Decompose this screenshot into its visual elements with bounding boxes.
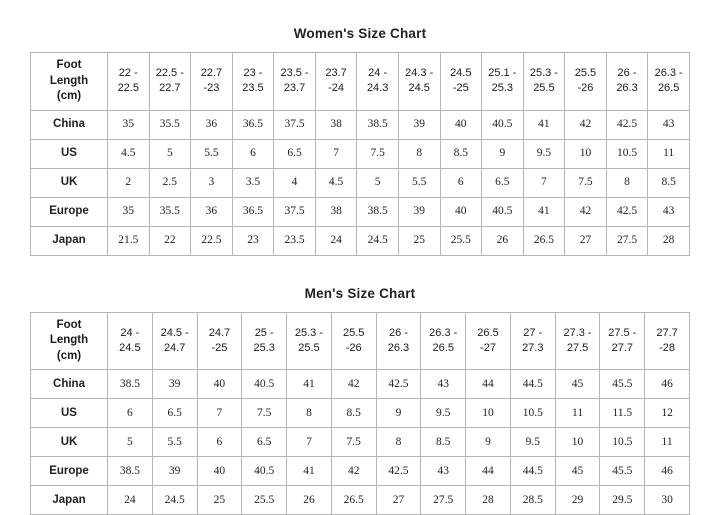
size-cell: 36: [191, 197, 233, 226]
table-row: [31, 486, 690, 515]
size-cell: 6: [440, 168, 482, 197]
size-cell: 2: [108, 168, 150, 197]
size-cell: 5.5: [191, 139, 233, 168]
size-cell: 11.5: [600, 399, 645, 428]
size-cell: 6.5: [274, 139, 316, 168]
size-cell: 6.5: [152, 399, 197, 428]
size-cell: 10: [565, 139, 607, 168]
womens-row-label-uk: UK: [31, 168, 108, 197]
size-cell: 27: [565, 226, 607, 255]
size-cell: 8: [376, 428, 421, 457]
size-cell: 6: [108, 399, 153, 428]
size-cell: 23.5: [274, 226, 316, 255]
size-cell: 44: [466, 457, 511, 486]
size-cell: 44: [466, 370, 511, 399]
size-cell: 42.5: [376, 457, 421, 486]
size-cell: 7: [315, 139, 357, 168]
size-cell: 39: [398, 197, 440, 226]
table-row: [31, 197, 690, 226]
size-cell: 7.5: [242, 399, 287, 428]
womens-table-body: [31, 53, 690, 256]
mens-size-table: [30, 312, 690, 515]
table-row: [31, 399, 690, 428]
size-cell: 37.5: [274, 197, 316, 226]
size-cell: 42: [331, 370, 376, 399]
size-cell: 40.5: [242, 457, 287, 486]
size-cell: 35.5: [149, 197, 191, 226]
mens-column-header: 27.5 - 27.7: [600, 312, 645, 370]
size-cell: 42.5: [606, 197, 648, 226]
womens-foot-length-label: Foot Length (cm): [31, 53, 108, 111]
size-cell: 46: [645, 370, 690, 399]
size-cell: 22: [149, 226, 191, 255]
womens-column-header: 23 - 23.5: [232, 53, 274, 111]
size-cell: 45: [555, 370, 600, 399]
size-cell: 41: [287, 370, 332, 399]
size-cell: 21.5: [108, 226, 150, 255]
size-cell: 42: [565, 110, 607, 139]
size-cell: 36: [191, 110, 233, 139]
size-cell: 9.5: [510, 428, 555, 457]
size-cell: 42.5: [606, 110, 648, 139]
size-cell: 26: [482, 226, 524, 255]
size-cell: 7: [523, 168, 565, 197]
mens-size-chart-block: [30, 256, 690, 515]
size-cell: 2.5: [149, 168, 191, 197]
size-cell: 6.5: [482, 168, 524, 197]
size-cell: 11: [555, 399, 600, 428]
size-cell: 8.5: [440, 139, 482, 168]
mens-column-header: 25 - 25.3: [242, 312, 287, 370]
size-cell: 7.5: [331, 428, 376, 457]
size-cell: 23: [232, 226, 274, 255]
table-row: [31, 226, 690, 255]
size-cell: 40: [197, 457, 242, 486]
size-cell: 40.5: [482, 110, 524, 139]
size-cell: 41: [523, 110, 565, 139]
mens-chart-title: Men's Size Chart: [304, 285, 416, 301]
size-cell: 41: [287, 457, 332, 486]
womens-column-header: 26 - 26.3: [606, 53, 648, 111]
size-cell: 26.5: [523, 226, 565, 255]
mens-header-row: [31, 312, 690, 370]
table-row: [31, 110, 690, 139]
table-row: [31, 457, 690, 486]
size-cell: 10.5: [510, 399, 555, 428]
womens-column-header: 25.5 -26: [565, 53, 607, 111]
size-cell: 7.5: [357, 139, 399, 168]
mens-column-header: 27.3 - 27.5: [555, 312, 600, 370]
size-cell: 24: [315, 226, 357, 255]
size-cell: 6: [197, 428, 242, 457]
size-cell: 39: [152, 457, 197, 486]
size-cell: 9: [376, 399, 421, 428]
mens-column-header: 27 - 27.3: [510, 312, 555, 370]
size-cell: 3: [191, 168, 233, 197]
womens-row-label-us: US: [31, 139, 108, 168]
size-cell: 39: [398, 110, 440, 139]
size-cell: 41: [523, 197, 565, 226]
size-cell: 27.5: [421, 486, 466, 515]
table-row: [31, 370, 690, 399]
size-cell: 27: [376, 486, 421, 515]
size-cell: 36.5: [232, 197, 274, 226]
size-cell: 39: [152, 370, 197, 399]
mens-row-label-us: US: [31, 399, 108, 428]
womens-column-header: 25.3 - 25.5: [523, 53, 565, 111]
size-cell: 8.5: [421, 428, 466, 457]
size-cell: 9: [466, 428, 511, 457]
womens-header-row: [31, 53, 690, 111]
size-cell: 9.5: [421, 399, 466, 428]
size-cell: 45.5: [600, 370, 645, 399]
size-cell: 5: [149, 139, 191, 168]
size-cell: 8.5: [648, 168, 690, 197]
size-cell: 40.5: [482, 197, 524, 226]
size-cell: 45.5: [600, 457, 645, 486]
table-row: [31, 168, 690, 197]
table-row: [31, 428, 690, 457]
size-cell: 25: [398, 226, 440, 255]
size-cell: 43: [648, 197, 690, 226]
size-cell: 38.5: [357, 110, 399, 139]
size-cell: 28: [466, 486, 511, 515]
size-cell: 4.5: [315, 168, 357, 197]
mens-column-header: 25.5 -26: [331, 312, 376, 370]
size-cell: 40: [197, 370, 242, 399]
size-cell: 27.5: [606, 226, 648, 255]
size-cell: 35.5: [149, 110, 191, 139]
womens-column-header: 22.7 -23: [191, 53, 233, 111]
womens-column-header: 22.5 - 22.7: [149, 53, 191, 111]
size-cell: 38.5: [108, 370, 153, 399]
size-cell: 26: [287, 486, 332, 515]
size-cell: 4: [274, 168, 316, 197]
womens-row-label-europe: Europe: [31, 197, 108, 226]
size-cell: 45: [555, 457, 600, 486]
womens-column-header: 24 - 24.3: [357, 53, 399, 111]
mens-row-label-uk: UK: [31, 428, 108, 457]
size-cell: 5.5: [152, 428, 197, 457]
size-cell: 35: [108, 197, 150, 226]
mens-table-body: [31, 312, 690, 515]
mens-column-header: 26.3 - 26.5: [421, 312, 466, 370]
womens-size-chart-block: [30, 0, 690, 256]
mens-column-header: 27.7 -28: [645, 312, 690, 370]
size-cell: 5: [357, 168, 399, 197]
size-cell: 40.5: [242, 370, 287, 399]
size-cell: 42: [331, 457, 376, 486]
size-cell: 4.5: [108, 139, 150, 168]
mens-column-header: 25.3 - 25.5: [287, 312, 332, 370]
size-cell: 6.5: [242, 428, 287, 457]
size-cell: 22.5: [191, 226, 233, 255]
womens-chart-title: Women's Size Chart: [293, 26, 427, 41]
womens-size-table: [30, 52, 690, 256]
size-cell: 28.5: [510, 486, 555, 515]
size-cell: 24.5: [357, 226, 399, 255]
size-cell: 6: [232, 139, 274, 168]
womens-row-label-china: China: [31, 110, 108, 139]
size-cell: 43: [421, 457, 466, 486]
size-cell: 9: [482, 139, 524, 168]
size-cell: 10.5: [600, 428, 645, 457]
womens-column-header: 23.5 - 23.7: [274, 53, 316, 111]
size-cell: 38: [315, 197, 357, 226]
size-cell: 7: [197, 399, 242, 428]
size-cell: 8: [398, 139, 440, 168]
size-cell: 8: [606, 168, 648, 197]
mens-row-label-china: China: [31, 370, 108, 399]
size-cell: 10.5: [606, 139, 648, 168]
womens-column-header: 24.3 - 24.5: [398, 53, 440, 111]
size-cell: 5.5: [398, 168, 440, 197]
size-cell: 37.5: [274, 110, 316, 139]
size-cell: 11: [645, 428, 690, 457]
size-cell: 38.5: [357, 197, 399, 226]
size-cell: 8: [287, 399, 332, 428]
womens-column-header: 22 - 22.5: [108, 53, 150, 111]
size-cell: 43: [648, 110, 690, 139]
size-cell: 25.5: [440, 226, 482, 255]
size-cell: 8.5: [331, 399, 376, 428]
size-cell: 35: [108, 110, 150, 139]
mens-column-header: 24.5 - 24.7: [152, 312, 197, 370]
mens-row-label-japan: Japan: [31, 486, 108, 515]
size-cell: 9.5: [523, 139, 565, 168]
mens-column-header: 26.5 -27: [466, 312, 511, 370]
table-row: [31, 139, 690, 168]
size-cell: 12: [645, 399, 690, 428]
size-cell: 46: [645, 457, 690, 486]
mens-column-header: 24.7 -25: [197, 312, 242, 370]
size-cell: 10: [555, 428, 600, 457]
size-cell: 29: [555, 486, 600, 515]
size-cell: 42: [565, 197, 607, 226]
size-cell: 10: [466, 399, 511, 428]
size-cell: 29.5: [600, 486, 645, 515]
womens-column-header: 23.7 -24: [315, 53, 357, 111]
size-cell: 36.5: [232, 110, 274, 139]
size-cell: 5: [108, 428, 153, 457]
size-cell: 44.5: [510, 370, 555, 399]
mens-foot-length-label: Foot Length (cm): [31, 312, 108, 370]
size-cell: 7.5: [565, 168, 607, 197]
womens-column-header: 25.1 - 25.3: [482, 53, 524, 111]
size-cell: 40: [440, 110, 482, 139]
size-cell: 43: [421, 370, 466, 399]
size-cell: 25.5: [242, 486, 287, 515]
size-cell: 42.5: [376, 370, 421, 399]
size-cell: 24.5: [152, 486, 197, 515]
size-cell: 25: [197, 486, 242, 515]
size-cell: 26.5: [331, 486, 376, 515]
mens-column-header: 24 - 24.5: [108, 312, 153, 370]
womens-column-header: 24.5 -25: [440, 53, 482, 111]
size-cell: 3.5: [232, 168, 274, 197]
size-cell: 28: [648, 226, 690, 255]
mens-row-label-europe: Europe: [31, 457, 108, 486]
size-cell: 30: [645, 486, 690, 515]
size-cell: 44.5: [510, 457, 555, 486]
womens-row-label-japan: Japan: [31, 226, 108, 255]
womens-column-header: 26.3 - 26.5: [648, 53, 690, 111]
size-cell: 38: [315, 110, 357, 139]
size-cell: 24: [108, 486, 153, 515]
size-cell: 7: [287, 428, 332, 457]
size-cell: 40: [440, 197, 482, 226]
size-cell: 38.5: [108, 457, 153, 486]
size-cell: 11: [648, 139, 690, 168]
mens-column-header: 26 - 26.3: [376, 312, 421, 370]
